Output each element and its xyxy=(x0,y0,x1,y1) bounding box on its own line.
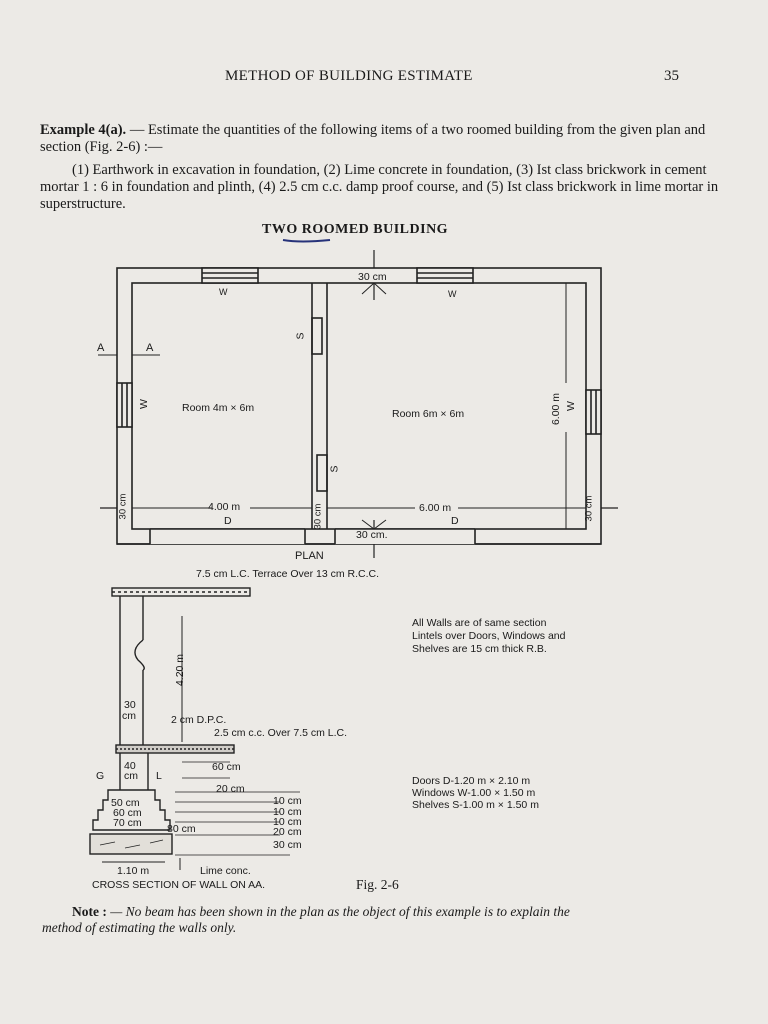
w60-label: 60 cm xyxy=(212,761,241,773)
cc-label: 2.5 cm c.c. Over 7.5 cm L.C. xyxy=(214,727,348,739)
wall-left-label: 30 cm xyxy=(117,493,129,520)
bottom-note-line2: method of estimating the walls only. xyxy=(42,920,237,935)
window-top-right-label: W xyxy=(448,289,457,299)
section-caption: CROSS SECTION OF WALL ON AA. xyxy=(92,879,266,891)
window-left-label: W xyxy=(137,399,150,409)
example-items: (1) Earthwork in excavation in foundation, (2) Lime concrete in foundation, (3) Ist class brickwork in cement mortar 1 : 6 in foundation and plinth, (4) 2.5 cm c.c. damp proof course, and (5) Ist class brickwork in lime mortar in superstructure. xyxy=(40,162,719,212)
depth-5: 30 cm xyxy=(273,839,302,851)
door-left-label: D xyxy=(224,515,232,527)
g-label: G xyxy=(96,770,105,782)
depth-2: 10 cm xyxy=(273,806,302,818)
section-a-left: A xyxy=(97,342,105,354)
room-right-label: Room 6m × 6m xyxy=(392,408,465,420)
window-right-label: W xyxy=(564,401,577,411)
note-walls: All Walls are of same section xyxy=(412,617,547,629)
terrace-label: 7.5 cm L.C. Terrace Over 13 cm R.C.C. xyxy=(196,568,380,580)
bottom-note xyxy=(72,903,570,920)
spec-shelves: Shelves S-1.00 m × 1.50 m xyxy=(412,799,539,811)
example-intro-text: — Estimate the quantities of the following items of a two roomed building from the given plan and section (Fig. 2-6) :— xyxy=(40,122,706,155)
window-top-left-label: W xyxy=(219,287,228,297)
plan-label: PLAN xyxy=(295,550,324,562)
section-a-right: A xyxy=(146,342,154,354)
shelf-upper-label: S xyxy=(294,332,307,340)
note-lintels: Lintels over Doors, Windows and xyxy=(412,630,566,642)
depth-4: 20 cm xyxy=(273,826,302,838)
base-width-label: 1.10 m xyxy=(117,865,150,877)
wall-bottom-label: 30 cm. xyxy=(356,529,388,541)
running-header: METHOD OF BUILDING ESTIMATE xyxy=(225,68,473,84)
height-label: 4.20 m xyxy=(174,653,187,687)
step70-label: 70 cm xyxy=(113,817,142,829)
lime-conc-label: Lime conc. xyxy=(200,865,251,877)
step80-label: 80 cm xyxy=(167,823,196,835)
wall-width-1: 30 xyxy=(124,699,136,711)
step60-label: 60 cm xyxy=(113,807,142,819)
plinth-1: 40 xyxy=(124,760,136,772)
depth-1: 10 cm xyxy=(273,795,302,807)
wall-mid-label: 30 cm xyxy=(312,503,324,530)
page-number: 35 xyxy=(664,68,679,84)
w20-label: 20 cm xyxy=(216,783,245,795)
dim-height-label: 6.00 m xyxy=(550,392,563,426)
note-label: Note : xyxy=(72,904,107,919)
l-label: L xyxy=(156,770,162,782)
depth-3: 10 cm xyxy=(273,816,302,828)
wall-width-2: cm xyxy=(122,710,136,722)
figure-title: TWO ROOMED BUILDING xyxy=(262,222,449,237)
note-text: — No beam has been shown in the plan as the object of this example is to explain the xyxy=(106,904,570,919)
figure-number: Fig. 2-6 xyxy=(356,877,399,892)
dpc-label: 2 cm D.P.C. xyxy=(171,714,227,726)
note-shelves: Shelves are 15 cm thick R.B. xyxy=(412,643,547,655)
door-right-label: D xyxy=(451,515,459,527)
step50-label: 50 cm xyxy=(111,797,140,809)
spec-doors: Doors D-1.20 m × 2.10 m xyxy=(412,775,531,787)
spec-windows: Windows W-1.00 × 1.50 m xyxy=(412,787,536,799)
dim-right-label: 6.00 m xyxy=(419,502,452,514)
shelf-lower-label: S xyxy=(328,465,341,473)
example-label: Example 4(a). xyxy=(40,122,127,138)
room-left-label: Room 4m × 6m xyxy=(182,402,255,414)
wall-right-label: 30 cm xyxy=(583,495,595,522)
dim-left-label: 4.00 m xyxy=(208,501,241,513)
plinth-2: cm xyxy=(124,770,138,782)
wall-top-label: 30 cm xyxy=(358,271,387,283)
